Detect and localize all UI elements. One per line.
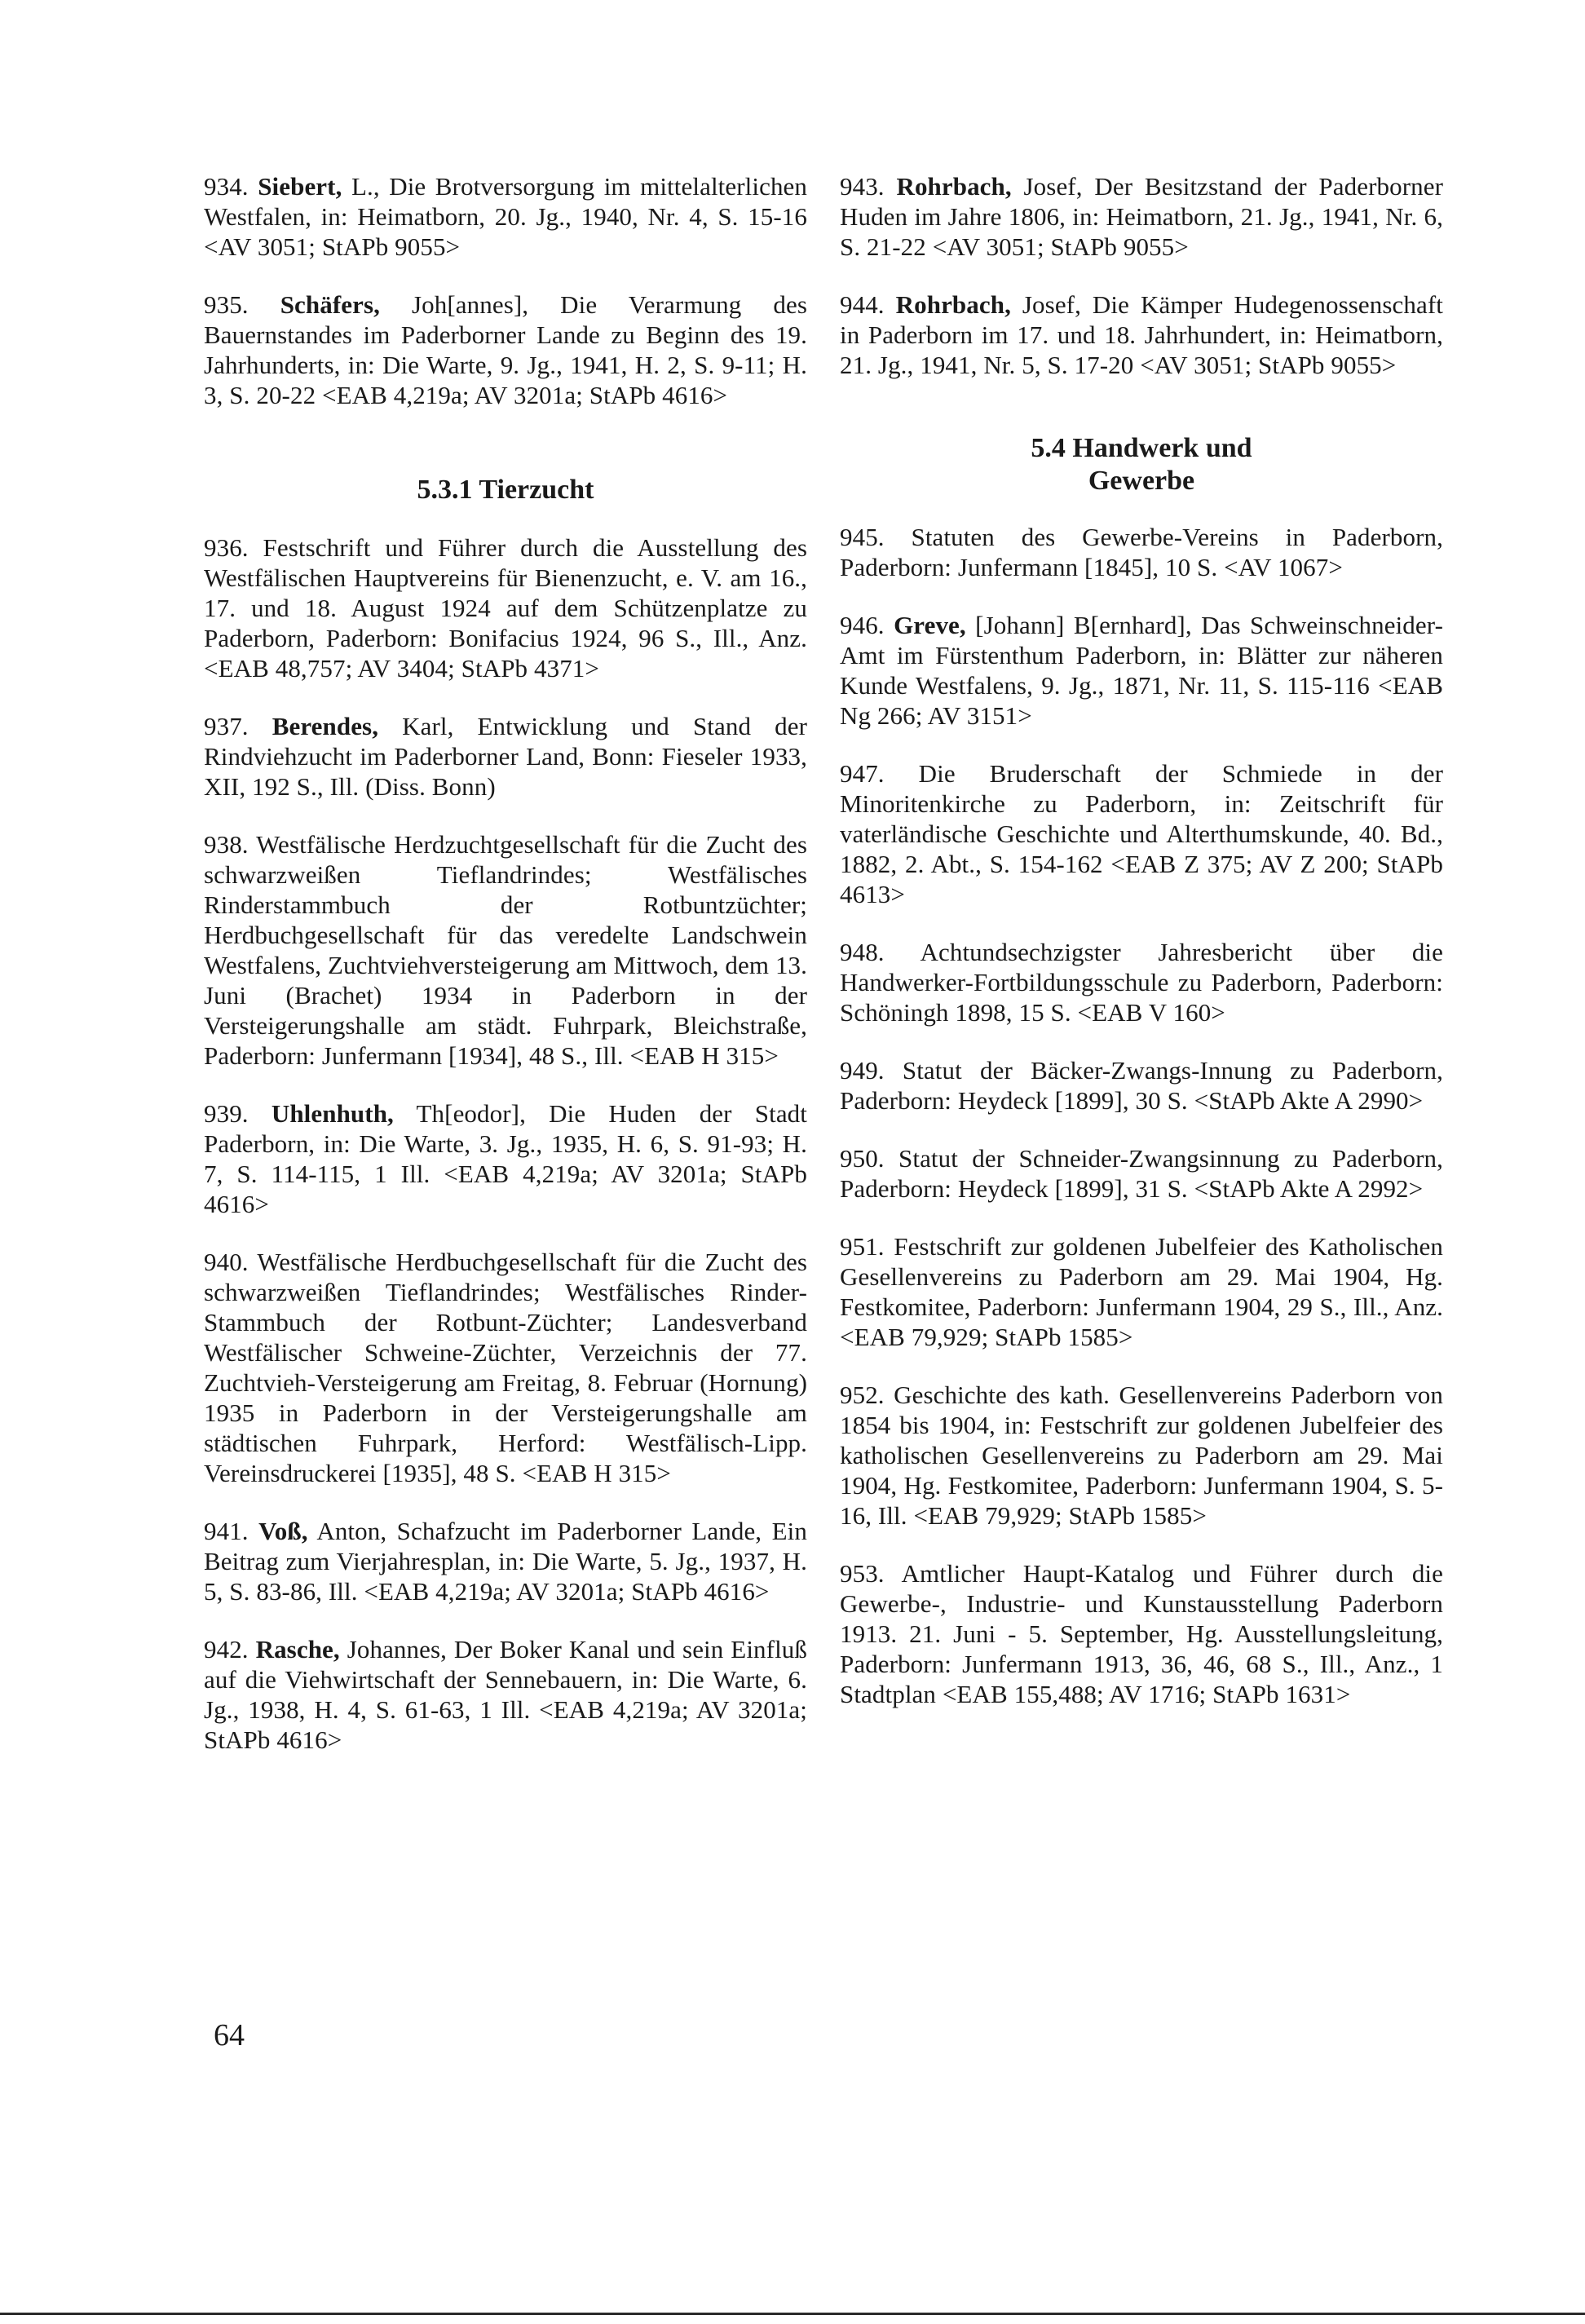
bib-entry-936 [204, 532, 807, 683]
bib-entry-946 [840, 610, 1443, 731]
entry-text: Amtlicher Haupt-Katalog und Führer durch die Gewerbe-, Industrie- und Kunstausstellung Paderborn 1913. 21. Juni - 5. September, Hg. Ausstellungsleitung, Paderborn: Junfermann 1913, 36, 46, 68 S., Ill., Anz., 1 Stadtplan <EAB 155,488; AV 1716; StAPb 1631> [840, 1559, 1443, 1708]
entry-author: Siebert, [258, 172, 342, 201]
entry-author: Rohrbach, [896, 172, 1012, 201]
right-column [840, 171, 1443, 1737]
entry-author: Rasche, [255, 1635, 340, 1663]
entry-text: Geschichte des kath. Gesellenvereins Paderborn von 1854 bis 1904, in: Festschrift zur goldenen Jubelfeier des katholischen Gesellenvereins zu Paderborn am 29. Mai 1904, Hg. Festkomitee, Paderborn: Junfermann 1904, S. 5-16, Ill. <EAB 79,929; StAPb 1585> [840, 1381, 1443, 1530]
entry-text: Statut der Schneider-Zwangsinnung zu Paderborn, Paderborn: Heydeck [1899], 31 S. <StAPb Akte A 2992> [840, 1144, 1443, 1203]
entry-number: 945. [840, 523, 885, 551]
entry-text: Karl, Entwicklung und Stand der Rindviehzucht im Paderborner Land, Bonn: Fieseler 1933, XII, 192 S., Ill. (Diss. Bonn) [204, 712, 807, 801]
bib-entry-937 [204, 711, 807, 802]
entry-number: 952. [840, 1381, 885, 1409]
entry-number: 943. [840, 172, 885, 201]
bib-entry-941 [204, 1516, 807, 1606]
entry-text: Th[eodor], Die Huden der Stadt Paderborn, in: Die Warte, 3. Jg., 1935, H. 6, S. 91-93; H. 7, S. 114-115, 1 Ill. <EAB 4,219a; AV 3201a; StAPb 4616> [204, 1099, 807, 1218]
entry-text: Statut der Bäcker-Zwangs-Innung zu Paderborn, Paderborn: Heydeck [1899], 30 S. <StAPb Akte A 2990> [840, 1056, 1443, 1115]
entry-number: 950. [840, 1144, 885, 1173]
entry-number: 939. [204, 1099, 249, 1128]
entry-text: Festschrift zur goldenen Jubelfeier des Katholischen Gesellenvereins zu Paderborn am 29. Mai 1904, Hg. Festkomitee, Paderborn: Junfermann 1904, 29 S., Ill., Anz. <EAB 79,929; StAPb 1585> [840, 1232, 1443, 1351]
entry-number: 936. [204, 533, 249, 562]
entry-text: [Johann] B[ernhard], Das Schweinschneider-Amt im Fürstenthum Paderborn, in: Blätter zur näheren Kunde Westfalens, 9. Jg., 1871, Nr. 11, S. 115-116 <EAB Ng 266; AV 3151> [840, 611, 1443, 730]
left-column [204, 171, 807, 1783]
entry-text: Festschrift und Führer durch die Ausstellung des Westfälischen Hauptvereins für Bienenzucht, e. V. am 16., 17. und 18. August 1924 auf dem Schützenplatze zu Paderborn, Paderborn: Bonifacius 1924, 96 S., Ill., Anz. <EAB 48,757; AV 3404; StAPb 4371> [204, 533, 807, 683]
entry-number: 946. [840, 611, 885, 639]
bib-entry-939 [204, 1098, 807, 1219]
bib-entry-950 [840, 1143, 1443, 1204]
bib-entry-951 [840, 1231, 1443, 1352]
entry-author: Rohrbach, [895, 290, 1011, 319]
bib-entry-947 [840, 758, 1443, 909]
page-number: 64 [214, 2018, 245, 2052]
bib-entry-948 [840, 937, 1443, 1027]
section-heading-tierzucht: 5.3.1 Tierzucht [417, 475, 594, 505]
entry-number: 948. [840, 938, 885, 966]
entry-text: L., Die Brotversorgung im mittelalterlichen Westfalen, in: Heimatborn, 20. Jg., 1940, Nr. 4, S. 15-16 <AV 3051; StAPb 9055> [204, 172, 807, 261]
bib-entry-935 [204, 289, 807, 410]
entry-text: Joh[annes], Die Verarmung des Bauernstandes im Paderborner Lande zu Beginn des 19. Jahrhunderts, in: Die Warte, 9. Jg., 1941, H. 2, S. 9-11; H. 3, S. 20-22 <EAB 4,219a; AV 3201a; StAPb 4616> [204, 290, 807, 409]
entry-number: 935. [204, 290, 249, 319]
entry-number: 938. [204, 830, 249, 859]
bib-entry-953 [840, 1558, 1443, 1709]
entry-author: Schäfers, [280, 290, 380, 319]
bib-entry-942 [204, 1634, 807, 1755]
section-heading-line-1: 5.4 Handwerk und [1031, 433, 1252, 463]
entry-text: Josef, Der Besitzstand der Paderborner Huden im Jahre 1806, in: Heimatborn, 21. Jg., 1941, Nr. 6, S. 21-22 <AV 3051; StAPb 9055> [840, 172, 1443, 261]
entry-number: 940. [204, 1248, 249, 1276]
entry-author: Greve, [894, 611, 966, 639]
entry-number: 951. [840, 1232, 885, 1261]
bib-entry-943 [840, 171, 1443, 262]
bottom-rule [0, 2313, 1585, 2315]
entry-text: Johannes, Der Boker Kanal und sein Einfluß auf die Viehwirtschaft der Sennebauern, in: Die Warte, 6. Jg., 1938, H. 4, S. 61-63, 1 Ill. <EAB 4,219a; AV 3201a; StAPb 4616> [204, 1635, 807, 1754]
entry-author: Berendes, [272, 712, 379, 740]
bib-entry-938 [204, 829, 807, 1071]
entry-author: Voß, [258, 1517, 308, 1545]
entry-text: Westfälische Herdbuchgesellschaft für die Zucht des schwarzweißen Tieflandrindes; Westfälisches Rinder-Stammbuch der Rotbunt-Züchter; Landesverband Westfälischer Schweine-Züchter, Verzeichnis der 77. Zuchtvieh-Versteigerung am Freitag, 8. Februar (Hornung) 1935 in Paderborn in der Versteigerungshalle am städtischen Fuhrpark, Herford: Westfälisch-Lipp. Vereinsdruckerei [1935], 48 S. <EAB H 315> [204, 1248, 807, 1487]
entry-number: 947. [840, 759, 885, 788]
entry-number: 953. [840, 1559, 885, 1588]
bib-entry-940 [204, 1247, 807, 1488]
entry-author: Uhlenhuth, [271, 1099, 394, 1128]
entry-text: Josef, Die Kämper Hudegenossenschaft in Paderborn im 17. und 18. Jahrhundert, in: Heimatborn, 21. Jg., 1941, Nr. 5, S. 17-20 <AV 3051; StAPb 9055> [840, 290, 1443, 379]
entry-number: 941. [204, 1517, 249, 1545]
entry-number: 934. [204, 172, 249, 201]
bib-entry-944 [840, 289, 1443, 380]
entry-number: 944. [840, 290, 885, 319]
bib-entry-952 [840, 1380, 1443, 1531]
entry-text: Westfälische Herdzuchtgesellschaft für die Zucht des schwarzweißen Tieflandrindes; Westfälisches Rinderstammbuch der Rotbuntzüchter; Herdbuchgesellschaft für das veredelte Landschwein Westfalens, Zuchtviehversteigerung am Mittwoch, dem 13. Juni (Brachet) 1934 in Paderborn in der Versteigerungshalle am städt. Fuhrpark, Bleichstraße, Paderborn: Junfermann [1934], 48 S., Ill. <EAB H 315> [204, 830, 807, 1070]
bib-entry-949 [840, 1055, 1443, 1116]
bib-entry-934 [204, 171, 807, 262]
entry-number: 937. [204, 712, 249, 740]
entry-text: Anton, Schafzucht im Paderborner Lande, Ein Beitrag zum Vierjahresplan, in: Die Warte, 5. Jg., 1937, H. 5, S. 83-86, Ill. <EAB 4,219a; AV 3201a; StAPb 4616> [204, 1517, 807, 1606]
section-heading-line-2: Gewerbe [1088, 466, 1195, 496]
entry-number: 949. [840, 1056, 885, 1085]
entry-number: 942. [204, 1635, 249, 1663]
section-heading-handwerk [840, 432, 1443, 497]
entry-text: Statuten des Gewerbe-Vereins in Paderborn, Paderborn: Junfermann [1845], 10 S. <AV 1067> [840, 523, 1443, 581]
entry-text: Die Bruderschaft der Schmiede in der Minoritenkirche zu Paderborn, in: Zeitschrift für vaterländische Geschichte und Alterthumskunde, 40. Bd., 1882, 2. Abt., S. 154-162 <EAB Z 375; AV Z 200; StAPb 4613> [840, 759, 1443, 908]
entry-text: Achtundsechzigster Jahresbericht über die Handwerker-Fortbildungsschule zu Paderborn, Paderborn: Schöningh 1898, 15 S. <EAB V 160> [840, 938, 1443, 1027]
bib-entry-945 [840, 522, 1443, 582]
